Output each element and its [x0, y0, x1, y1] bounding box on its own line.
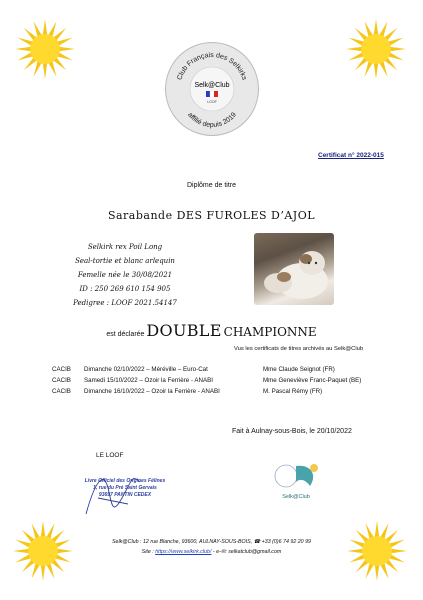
- sun-decoration-top-left: [14, 18, 76, 80]
- awarded-title-double: DOUBLE: [146, 321, 222, 340]
- footer-email: selkatclub@gmail.com: [228, 549, 282, 555]
- sun-ray: [59, 47, 75, 51]
- stamp-line: 93697 PANTIN CEDEX: [98, 492, 152, 498]
- certificate-number: Certificat n° 2022-015: [318, 152, 384, 159]
- declaration: [0, 321, 423, 340]
- sun-ray: [41, 565, 45, 581]
- club-logo-small: [266, 460, 326, 504]
- footer-site-label: Site :: [141, 549, 156, 555]
- logo-center-text: Selk@Club: [194, 82, 230, 89]
- cat-birth: Femelle née le 30/08/2021: [77, 271, 173, 279]
- logo-arc-top-text: Club Français des Selkirks: [176, 51, 248, 82]
- club-logo: [165, 42, 259, 136]
- cat-pedigree: Pedigree : LOOF 2021.54147: [73, 299, 177, 307]
- result-show: Dimanche 02/10/2022 – Méréville – Euro-Cat: [84, 366, 208, 373]
- sun-ray: [374, 19, 378, 35]
- sun-ray: [375, 521, 379, 537]
- footer-email-label: - e-✉:: [211, 549, 229, 555]
- result-judge: Mme Claude Seignot (FR): [263, 366, 335, 373]
- logo-arc-bottom-text: affilié depuis 2019: [186, 111, 238, 130]
- awarded-title-championne: CHAMPIONNE: [223, 325, 317, 339]
- stamp-line: 1, rue du Pré Saint Gervais: [93, 485, 157, 491]
- sun-ray: [43, 19, 47, 35]
- sun-ray: [43, 63, 47, 79]
- club-logo-graphic: [166, 43, 258, 135]
- sun-ray: [375, 565, 379, 581]
- club-logo-small-text: Selk@Club: [282, 494, 310, 500]
- cat-name: Sarabande DES FUROLES D’AJOL: [107, 209, 316, 222]
- footer-address: Selk@Club : 12 rue Blanche, 93600, AULNAY-SOUS-BOIS, ☎ +33 (0)6 74 92 20 99: [112, 539, 311, 545]
- archive-note: Vus les certificats de titres archivés au Selk@Club: [234, 346, 364, 352]
- svg-text:affilié depuis 2019: [186, 111, 238, 129]
- loof-stamp: [50, 478, 200, 499]
- result-judge: Mme Geneviève Franc-Paquet (BE): [263, 377, 362, 384]
- stamp-line: Livre Officiel des Origines Félines: [84, 478, 166, 484]
- declared-prefix: est déclarée: [106, 331, 145, 338]
- sun-ray: [41, 521, 45, 537]
- sun-ray: [390, 47, 406, 51]
- sun-ray: [15, 47, 31, 51]
- cat-id: ID : 250 269 610 154 905: [79, 285, 171, 293]
- sun-ray: [346, 47, 362, 51]
- sun-decoration-top-right: [345, 18, 407, 80]
- cat-photo-illustration: [254, 233, 334, 305]
- footer-contact: [0, 547, 423, 557]
- cat-photo: [254, 233, 334, 305]
- sun-ray: [374, 63, 378, 79]
- result-show: Samedi 15/10/2022 – Ozoir la Ferrière - ANABI: [84, 377, 213, 384]
- diploma-title: Diplôme de titre: [186, 182, 237, 189]
- logo-badge-text: LOOF: [207, 100, 217, 104]
- footer: [0, 537, 423, 557]
- result-type: CACIB: [52, 377, 71, 384]
- result-type: CACIB: [52, 366, 71, 373]
- cat-details: [55, 240, 195, 310]
- loof-label: LE LOOF: [96, 452, 124, 459]
- result-show: Dimanche 16/10/2022 – Ozoir la Ferrière - ANABI: [84, 388, 220, 395]
- footer-site-link[interactable]: https://www.selkirk.club/: [155, 549, 212, 555]
- cat-color: Seal-tortie et blanc arlequin: [75, 257, 175, 265]
- place-date: Fait à Aulnay-sous-Bois, le 20/10/2022: [232, 428, 352, 435]
- result-judge: M. Pascal Rémy (FR): [263, 388, 323, 395]
- result-type: CACIB: [52, 388, 71, 395]
- cat-breed: Selkirk rex Poil Long: [87, 243, 163, 251]
